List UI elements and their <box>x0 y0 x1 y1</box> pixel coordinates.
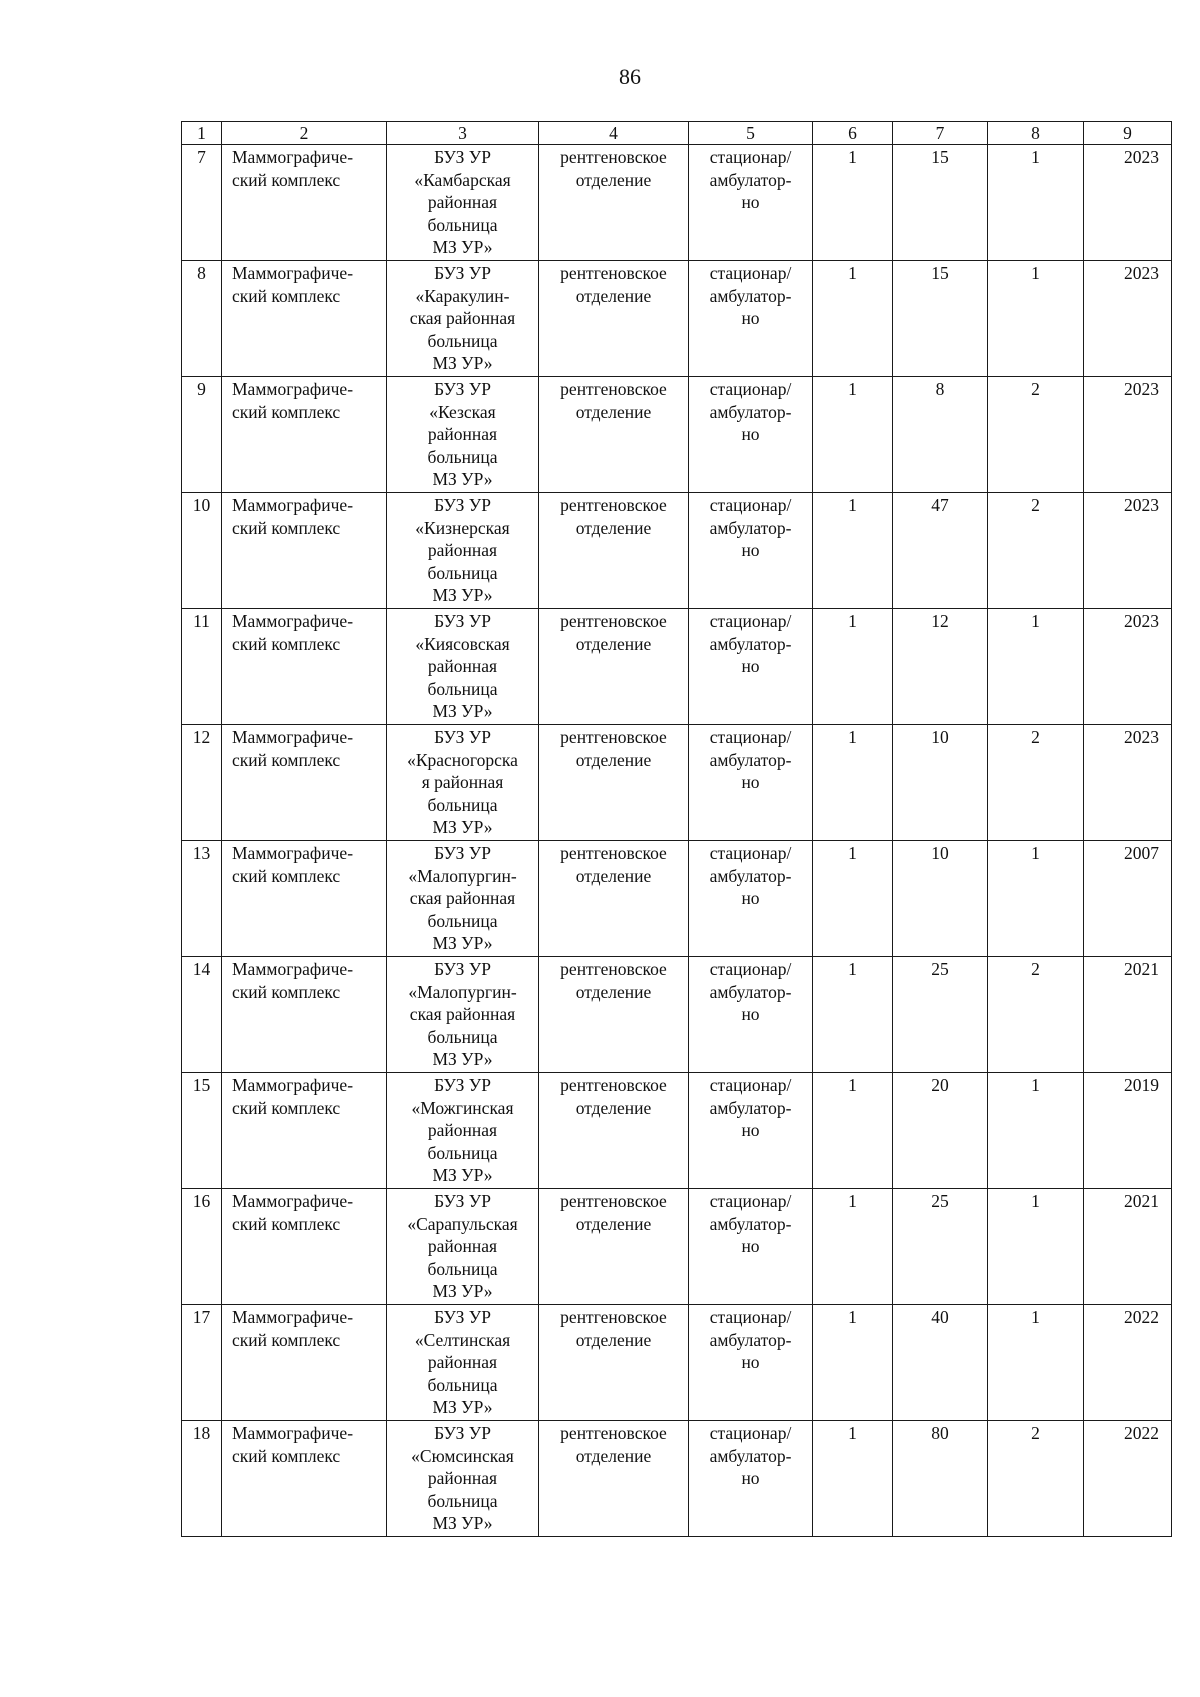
year-value-cell <box>1084 1073 1172 1189</box>
column-6-value-cell <box>813 957 893 1073</box>
column-7-value-cell <box>893 1189 988 1305</box>
column-6-value: 1 <box>848 379 857 399</box>
year-value-cell <box>1084 609 1172 725</box>
row-number-cell <box>182 609 222 725</box>
institution-name-cell <box>387 145 539 261</box>
column-7-value-cell <box>893 725 988 841</box>
institution-name: БУЗ УР «Сюмсинская районная больница МЗ УР» <box>411 1423 514 1534</box>
institution-name: БУЗ УР «Камбарская районная больница МЗ УР» <box>414 147 511 258</box>
institution-name-cell <box>387 1421 539 1537</box>
column-8-value-cell <box>988 1073 1084 1189</box>
equipment-name-cell <box>222 145 387 261</box>
table-row <box>182 609 1172 725</box>
column-6-value-cell <box>813 1305 893 1421</box>
department-name: рентгеновское отделение <box>560 611 667 654</box>
equipment-name-cell <box>222 1421 387 1537</box>
year-value: 2023 <box>1124 147 1159 167</box>
column-7-value: 25 <box>931 959 949 979</box>
table-row <box>182 1189 1172 1305</box>
department-name-cell <box>539 1073 689 1189</box>
column-6-value: 1 <box>848 611 857 631</box>
institution-name: БУЗ УР «Кизнерская районная больница МЗ УР» <box>415 495 510 606</box>
equipment-name: Маммографиче- ский комплекс <box>232 843 354 886</box>
equipment-name-cell <box>222 1189 387 1305</box>
column-number: 8 <box>988 122 1084 145</box>
equipment-name: Маммографиче- ский комплекс <box>232 611 354 654</box>
equipment-name-cell <box>222 493 387 609</box>
institution-name-cell <box>387 841 539 957</box>
column-7-value-cell <box>893 493 988 609</box>
equipment-name: Маммографиче- ский комплекс <box>232 1423 354 1466</box>
institution-name-cell <box>387 957 539 1073</box>
equipment-name-cell <box>222 725 387 841</box>
page-number: 86 <box>619 64 641 89</box>
column-8-value-cell <box>988 609 1084 725</box>
column-8-value: 2 <box>1031 379 1040 399</box>
institution-name-cell <box>387 609 539 725</box>
column-6-value: 1 <box>848 147 857 167</box>
care-mode: стационар/ амбулатор- но <box>709 379 792 445</box>
department-name: рентгеновское отделение <box>560 843 667 886</box>
column-7-value-cell <box>893 1421 988 1537</box>
column-6-value: 1 <box>848 1423 857 1443</box>
department-name: рентгеновское отделение <box>560 263 667 306</box>
row-number: 16 <box>192 1191 211 1211</box>
year-value-cell <box>1084 957 1172 1073</box>
column-6-value: 1 <box>848 727 857 747</box>
row-number-cell <box>182 1073 222 1189</box>
column-7-value-cell <box>893 957 988 1073</box>
column-6-value: 1 <box>848 263 857 283</box>
table-row <box>182 1305 1172 1421</box>
column-7-value-cell <box>893 841 988 957</box>
column-number: 3 <box>387 122 539 145</box>
year-value-cell <box>1084 1421 1172 1537</box>
care-mode: стационар/ амбулатор- но <box>709 843 792 909</box>
column-8-value: 1 <box>1031 147 1040 167</box>
column-8-value-cell <box>988 261 1084 377</box>
institution-name: БУЗ УР «Можгинская районная больница МЗ УР» <box>411 1075 514 1186</box>
equipment-name-cell <box>222 1305 387 1421</box>
row-number-cell <box>182 1189 222 1305</box>
column-7-value: 47 <box>931 495 949 515</box>
year-value: 2023 <box>1124 263 1159 283</box>
year-value-cell <box>1084 841 1172 957</box>
column-6-value-cell <box>813 725 893 841</box>
column-6-value: 1 <box>848 959 857 979</box>
column-8-value-cell <box>988 1305 1084 1421</box>
column-6-value: 1 <box>848 1307 857 1327</box>
care-mode-cell <box>689 725 813 841</box>
row-number: 9 <box>197 379 206 399</box>
column-7-value-cell <box>893 377 988 493</box>
column-7-value-cell <box>893 261 988 377</box>
equipment-name: Маммографиче- ский комплекс <box>232 147 354 190</box>
institution-name: БУЗ УР «Киясовская районная больница МЗ УР» <box>415 611 510 722</box>
year-value: 2023 <box>1124 379 1159 399</box>
department-name: рентгеновское отделение <box>560 495 667 538</box>
care-mode-cell <box>689 957 813 1073</box>
column-number: 9 <box>1084 122 1172 145</box>
equipment-name: Маммографиче- ский комплекс <box>232 379 354 422</box>
row-number: 10 <box>192 495 211 515</box>
department-name: рентгеновское отделение <box>560 959 667 1002</box>
row-number: 8 <box>197 263 206 283</box>
institution-name: БУЗ УР «Малопургин- ская районная больница МЗ УР» <box>408 959 517 1070</box>
care-mode: стационар/ амбулатор- но <box>709 1191 792 1257</box>
equipment-name-cell <box>222 1073 387 1189</box>
row-number-cell <box>182 841 222 957</box>
equipment-name-cell <box>222 841 387 957</box>
year-value: 2023 <box>1124 727 1159 747</box>
column-7-value: 12 <box>931 611 949 631</box>
care-mode-cell <box>689 1189 813 1305</box>
row-number: 7 <box>197 147 206 167</box>
care-mode-cell <box>689 493 813 609</box>
year-value-cell <box>1084 261 1172 377</box>
year-value-cell <box>1084 377 1172 493</box>
column-number: 7 <box>893 122 988 145</box>
year-value: 2021 <box>1124 959 1159 979</box>
table-row <box>182 377 1172 493</box>
department-name: рентгеновское отделение <box>560 1075 667 1118</box>
department-name: рентгеновское отделение <box>560 1307 667 1350</box>
year-value-cell <box>1084 493 1172 609</box>
row-number-cell <box>182 145 222 261</box>
column-8-value-cell <box>988 1189 1084 1305</box>
column-8-value: 2 <box>1031 959 1040 979</box>
column-7-value: 80 <box>931 1423 949 1443</box>
column-7-value-cell <box>893 1305 988 1421</box>
care-mode-cell <box>689 1421 813 1537</box>
year-value: 2023 <box>1124 495 1159 515</box>
row-number: 15 <box>192 1075 211 1095</box>
table-row <box>182 1073 1172 1189</box>
column-6-value-cell <box>813 261 893 377</box>
year-value: 2023 <box>1124 611 1159 631</box>
column-7-value-cell <box>893 609 988 725</box>
row-number-cell <box>182 957 222 1073</box>
care-mode: стационар/ амбулатор- но <box>709 1423 792 1489</box>
department-name-cell <box>539 377 689 493</box>
department-name-cell <box>539 841 689 957</box>
table-row <box>182 1421 1172 1537</box>
column-number-row <box>182 122 1172 145</box>
column-8-value-cell <box>988 145 1084 261</box>
department-name-cell <box>539 1189 689 1305</box>
department-name-cell <box>539 1421 689 1537</box>
column-8-value: 2 <box>1031 1423 1040 1443</box>
column-8-value: 1 <box>1031 611 1040 631</box>
column-7-value: 15 <box>931 263 949 283</box>
column-6-value: 1 <box>848 495 857 515</box>
department-name-cell <box>539 261 689 377</box>
year-value: 2019 <box>1124 1075 1159 1095</box>
column-7-value: 8 <box>935 379 945 399</box>
column-7-value: 20 <box>931 1075 949 1095</box>
institution-name: БУЗ УР «Красногорска я районная больница МЗ УР» <box>407 727 518 838</box>
department-name: рентгеновское отделение <box>560 379 667 422</box>
row-number: 17 <box>192 1307 211 1327</box>
care-mode: стационар/ амбулатор- но <box>709 959 792 1025</box>
column-8-value: 1 <box>1031 263 1040 283</box>
column-7-value: 10 <box>931 727 949 747</box>
institution-name-cell <box>387 1189 539 1305</box>
year-value: 2022 <box>1124 1307 1159 1327</box>
equipment-name: Маммографиче- ский комплекс <box>232 1075 354 1118</box>
care-mode-cell <box>689 377 813 493</box>
care-mode-cell <box>689 145 813 261</box>
column-8-value: 1 <box>1031 1191 1040 1211</box>
institution-name: БУЗ УР «Кезская районная больница МЗ УР» <box>427 379 498 490</box>
column-8-value-cell <box>988 725 1084 841</box>
department-name-cell <box>539 493 689 609</box>
equipment-name: Маммографиче- ский комплекс <box>232 727 354 770</box>
column-6-value-cell <box>813 145 893 261</box>
institution-name-cell <box>387 725 539 841</box>
care-mode: стационар/ амбулатор- но <box>709 1307 792 1373</box>
institution-name-cell <box>387 261 539 377</box>
column-number: 4 <box>539 122 689 145</box>
institution-name-cell <box>387 1073 539 1189</box>
row-number: 12 <box>192 727 211 747</box>
department-name: рентгеновское отделение <box>560 727 667 770</box>
column-8-value-cell <box>988 493 1084 609</box>
year-value-cell <box>1084 145 1172 261</box>
column-number: 5 <box>689 122 813 145</box>
row-number-cell <box>182 1305 222 1421</box>
institution-name-cell <box>387 377 539 493</box>
column-7-value-cell <box>893 145 988 261</box>
column-7-value-cell <box>893 1073 988 1189</box>
column-8-value: 1 <box>1031 1075 1040 1095</box>
column-7-value: 15 <box>931 147 949 167</box>
care-mode: стационар/ амбулатор- но <box>709 611 792 677</box>
row-number: 13 <box>192 843 211 863</box>
equipment-name: Маммографиче- ский комплекс <box>232 495 354 538</box>
column-6-value-cell <box>813 609 893 725</box>
column-8-value-cell <box>988 377 1084 493</box>
care-mode-cell <box>689 1073 813 1189</box>
care-mode-cell <box>689 1305 813 1421</box>
column-6-value: 1 <box>848 1191 857 1211</box>
column-7-value: 10 <box>931 843 949 863</box>
column-8-value-cell <box>988 841 1084 957</box>
table-row <box>182 261 1172 377</box>
column-7-value: 40 <box>931 1307 949 1327</box>
care-mode: стационар/ амбулатор- но <box>709 727 792 793</box>
care-mode: стационар/ амбулатор- но <box>709 147 792 213</box>
row-number: 18 <box>192 1423 211 1443</box>
column-6-value-cell <box>813 377 893 493</box>
row-number: 11 <box>193 611 210 631</box>
column-6-value-cell <box>813 841 893 957</box>
equipment-name-cell <box>222 609 387 725</box>
equipment-name: Маммографиче- ский комплекс <box>232 959 354 1002</box>
table-row <box>182 725 1172 841</box>
column-6-value-cell <box>813 1189 893 1305</box>
column-8-value: 2 <box>1031 727 1040 747</box>
institution-name: БУЗ УР «Селтинская районная больница МЗ УР» <box>414 1307 511 1418</box>
year-value: 2007 <box>1124 843 1159 863</box>
institution-name: БУЗ УР «Малопургин- ская районная больница МЗ УР» <box>408 843 517 954</box>
equipment-name-cell <box>222 957 387 1073</box>
year-value-cell <box>1084 725 1172 841</box>
column-6-value-cell <box>813 493 893 609</box>
table-row <box>182 145 1172 261</box>
column-6-value-cell <box>813 1073 893 1189</box>
column-8-value: 1 <box>1031 843 1040 863</box>
department-name-cell <box>539 725 689 841</box>
column-8-value: 1 <box>1031 1307 1040 1327</box>
equipment-name-cell <box>222 261 387 377</box>
table-row <box>182 957 1172 1073</box>
year-value-cell <box>1084 1189 1172 1305</box>
care-mode-cell <box>689 609 813 725</box>
column-6-value-cell <box>813 1421 893 1537</box>
column-number: 1 <box>182 122 222 145</box>
column-6-value: 1 <box>848 1075 857 1095</box>
care-mode: стационар/ амбулатор- но <box>709 263 792 329</box>
table-row <box>182 841 1172 957</box>
care-mode-cell <box>689 261 813 377</box>
equipment-name-cell <box>222 377 387 493</box>
equipment-name: Маммографиче- ский комплекс <box>232 1191 354 1234</box>
equipment-name: Маммографиче- ский комплекс <box>232 263 354 306</box>
equipment-name: Маммографиче- ский комплекс <box>232 1307 354 1350</box>
row-number-cell <box>182 1421 222 1537</box>
row-number: 14 <box>192 959 211 979</box>
institution-name: БУЗ УР «Каракулин- ская районная больница МЗ УР» <box>409 263 516 374</box>
department-name-cell <box>539 957 689 1073</box>
department-name-cell <box>539 1305 689 1421</box>
row-number-cell <box>182 377 222 493</box>
column-8-value-cell <box>988 1421 1084 1537</box>
institution-name-cell <box>387 493 539 609</box>
department-name: рентгеновское отделение <box>560 147 667 190</box>
department-name: рентгеновское отделение <box>560 1423 667 1466</box>
row-number-cell <box>182 261 222 377</box>
column-number: 2 <box>222 122 387 145</box>
institution-name-cell <box>387 1305 539 1421</box>
care-mode: стационар/ амбулатор- но <box>709 495 792 561</box>
care-mode: стационар/ амбулатор- но <box>709 1075 792 1141</box>
year-value: 2022 <box>1124 1423 1159 1443</box>
column-8-value-cell <box>988 957 1084 1073</box>
care-mode-cell <box>689 841 813 957</box>
table-row <box>182 493 1172 609</box>
column-8-value: 2 <box>1031 495 1040 515</box>
column-number: 6 <box>813 122 893 145</box>
department-name: рентгеновское отделение <box>560 1191 667 1234</box>
row-number-cell <box>182 725 222 841</box>
equipment-table <box>181 121 1172 1537</box>
year-value: 2021 <box>1124 1191 1159 1211</box>
column-6-value: 1 <box>848 843 857 863</box>
row-number-cell <box>182 493 222 609</box>
department-name-cell <box>539 145 689 261</box>
institution-name: БУЗ УР «Сарапульская районная больница МЗ УР» <box>407 1191 518 1302</box>
department-name-cell <box>539 609 689 725</box>
year-value-cell <box>1084 1305 1172 1421</box>
column-7-value: 25 <box>931 1191 949 1211</box>
